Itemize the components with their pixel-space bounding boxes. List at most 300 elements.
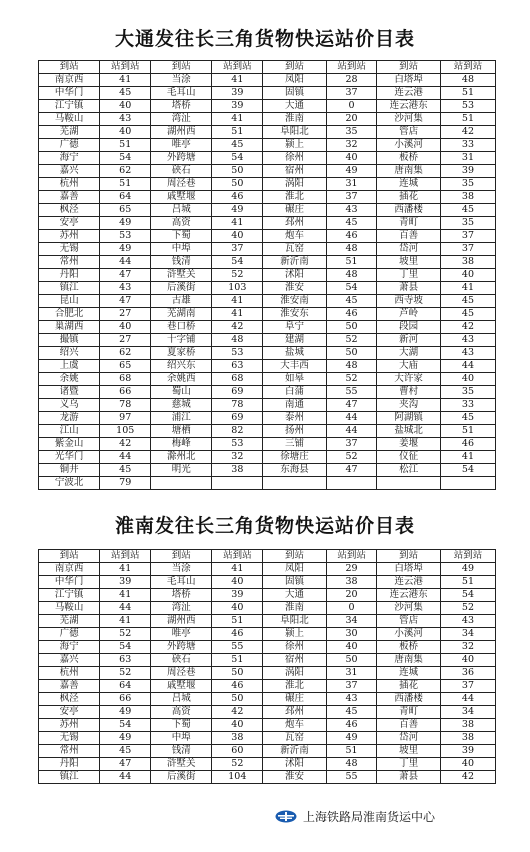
price-cell: 41 xyxy=(212,308,263,321)
price-cell: 46 xyxy=(326,719,377,732)
station-name-cell: 江山 xyxy=(39,425,100,438)
table-row xyxy=(39,308,496,321)
price-cell: 38 xyxy=(212,732,263,745)
price-cell: 40 xyxy=(100,126,151,139)
price-cell: 42 xyxy=(212,706,263,719)
station-name-cell: 南京西 xyxy=(39,563,100,576)
station-name-cell: 芜湖 xyxy=(39,615,100,628)
price-cell: 39 xyxy=(212,589,263,602)
station-name-cell: 淮南 xyxy=(263,602,326,615)
price-cell: 50 xyxy=(212,667,263,680)
price-cell: 44 xyxy=(100,451,151,464)
price-cell: 37 xyxy=(440,230,495,243)
price-cell: 44 xyxy=(100,602,151,615)
price-cell: 45 xyxy=(100,745,151,758)
column-header: 到站 xyxy=(151,550,212,563)
station-name-cell: 蜀山 xyxy=(151,386,212,399)
price-cell: 44 xyxy=(100,771,151,784)
table-row xyxy=(39,360,496,373)
station-name-cell: 阜阳北 xyxy=(263,126,326,139)
price-cell: 54 xyxy=(440,464,495,477)
price-cell: 28 xyxy=(326,74,377,87)
table-row xyxy=(39,602,496,615)
price-cell: 40 xyxy=(212,602,263,615)
column-header: 站到站 xyxy=(212,61,263,74)
price-cell: 53 xyxy=(212,347,263,360)
price-cell: 27 xyxy=(100,308,151,321)
price-cell: 41 xyxy=(100,74,151,87)
station-name-cell: 淮安南 xyxy=(263,295,326,308)
station-name-cell: 慈城 xyxy=(151,399,212,412)
table1-title: 大通发往长三角货物快运站价目表 xyxy=(114,28,415,50)
table-row xyxy=(39,576,496,589)
price-cell: 46 xyxy=(326,308,377,321)
price-cell: 52 xyxy=(100,667,151,680)
table-row xyxy=(39,464,496,477)
price-cell: 52 xyxy=(100,628,151,641)
price-cell: 20 xyxy=(326,113,377,126)
price-cell: 50 xyxy=(212,693,263,706)
station-name-cell: 余姚 xyxy=(39,373,100,386)
station-name-cell: 中埠 xyxy=(151,732,212,745)
station-name-cell: 泰州 xyxy=(263,412,326,425)
station-name-cell: 安亭 xyxy=(39,706,100,719)
table-row xyxy=(39,654,496,667)
price-cell: 66 xyxy=(100,386,151,399)
table-row xyxy=(39,745,496,758)
station-name-cell: 瓦窑 xyxy=(263,243,326,256)
price-cell: 40 xyxy=(100,321,151,334)
price-cell: 46 xyxy=(212,191,263,204)
station-name-cell: 涡阳 xyxy=(263,178,326,191)
footer-org-name: 上海铁路局淮南货运中心 xyxy=(303,809,436,824)
price-cell: 40 xyxy=(440,269,495,282)
price-cell: 43 xyxy=(100,113,151,126)
price-cell: 45 xyxy=(100,87,151,100)
station-name-cell: 淮安 xyxy=(263,282,326,295)
station-name-cell: 塘栖 xyxy=(151,425,212,438)
table-row xyxy=(39,719,496,732)
price-cell: 38 xyxy=(326,576,377,589)
price-cell: 48 xyxy=(440,74,495,87)
table-row xyxy=(39,425,496,438)
station-name-cell: 段园 xyxy=(377,321,440,334)
station-name-cell: 徐州 xyxy=(263,641,326,654)
price-cell: 46 xyxy=(440,438,495,451)
station-name-cell: 广德 xyxy=(39,139,100,152)
price-cell: 37 xyxy=(440,680,495,693)
station-name-cell: 沙河集 xyxy=(377,113,440,126)
station-name-cell: 嘉善 xyxy=(39,191,100,204)
price-cell: 40 xyxy=(440,758,495,771)
station-name-cell: 西寺坡 xyxy=(377,295,440,308)
price-cell: 44 xyxy=(440,693,495,706)
table-row xyxy=(39,269,496,282)
station-name-cell: 东海县 xyxy=(263,464,326,477)
station-name-cell: 西潘楼 xyxy=(377,693,440,706)
price-cell: 53 xyxy=(440,100,495,113)
price-cell: 45 xyxy=(440,412,495,425)
station-name-cell: 周泾巷 xyxy=(151,667,212,680)
column-header: 到站 xyxy=(263,550,326,563)
price-cell: 27 xyxy=(100,334,151,347)
price-cell: 41 xyxy=(212,295,263,308)
column-header: 站到站 xyxy=(100,61,151,74)
station-name-cell: 大湖 xyxy=(377,347,440,360)
station-name-cell: 安亭 xyxy=(39,217,100,230)
table-row xyxy=(39,438,496,451)
station-name-cell: 苏州 xyxy=(39,230,100,243)
price-cell: 54 xyxy=(326,282,377,295)
station-name-cell: 十字铺 xyxy=(151,334,212,347)
price-cell: 37 xyxy=(326,438,377,451)
station-name-cell xyxy=(263,477,326,490)
station-name-cell: 沭阳 xyxy=(263,758,326,771)
price-cell: 68 xyxy=(100,373,151,386)
station-name-cell: 江宁镇 xyxy=(39,100,100,113)
station-name-cell: 杭州 xyxy=(39,178,100,191)
station-name-cell: 盐城 xyxy=(263,347,326,360)
station-name-cell: 毛耳山 xyxy=(151,576,212,589)
station-name-cell: 镇江 xyxy=(39,771,100,784)
station-name-cell: 余姚西 xyxy=(151,373,212,386)
station-name-cell: 阜阳北 xyxy=(263,615,326,628)
price-cell: 40 xyxy=(212,576,263,589)
station-name-cell: 下蜀 xyxy=(151,719,212,732)
price-cell: 42 xyxy=(100,438,151,451)
station-name-cell: 杭州 xyxy=(39,667,100,680)
station-name-cell: 淮安东 xyxy=(263,308,326,321)
price-cell: 48 xyxy=(326,243,377,256)
price-cell: 46 xyxy=(212,680,263,693)
station-name-cell: 姜堰 xyxy=(377,438,440,451)
station-name-cell: 青町 xyxy=(377,706,440,719)
station-name-cell: 马鞍山 xyxy=(39,602,100,615)
column-header: 站到站 xyxy=(212,550,263,563)
station-name-cell: 插花 xyxy=(377,191,440,204)
price-cell: 44 xyxy=(100,256,151,269)
table-row xyxy=(39,165,496,178)
price-cell: 48 xyxy=(212,334,263,347)
station-name-cell: 吕城 xyxy=(151,204,212,217)
station-name-cell: 浒墅关 xyxy=(151,758,212,771)
station-name-cell: 湖州西 xyxy=(151,615,212,628)
station-name-cell: 新河 xyxy=(377,334,440,347)
station-name-cell: 铜井 xyxy=(39,464,100,477)
price-cell: 38 xyxy=(440,719,495,732)
price-cell: 63 xyxy=(212,360,263,373)
column-header: 站到站 xyxy=(440,61,495,74)
station-name-cell: 建湖 xyxy=(263,334,326,347)
station-name-cell: 下蜀 xyxy=(151,230,212,243)
price-cell: 39 xyxy=(212,100,263,113)
station-name-cell: 白蒲 xyxy=(263,386,326,399)
price-cell: 54 xyxy=(100,719,151,732)
price-table-huainan xyxy=(38,549,496,784)
price-cell: 41 xyxy=(212,563,263,576)
price-cell: 51 xyxy=(100,178,151,191)
price-cell: 39 xyxy=(212,87,263,100)
station-name-cell: 硖石 xyxy=(151,654,212,667)
station-name-cell: 夹沟 xyxy=(377,399,440,412)
station-name-cell: 管店 xyxy=(377,126,440,139)
station-name-cell: 周泾巷 xyxy=(151,178,212,191)
station-name-cell: 萧县 xyxy=(377,282,440,295)
station-name-cell: 阜宁 xyxy=(263,321,326,334)
price-cell: 37 xyxy=(326,191,377,204)
price-cell: 35 xyxy=(440,178,495,191)
price-cell: 33 xyxy=(440,139,495,152)
station-name-cell: 凤阳 xyxy=(263,74,326,87)
price-cell: 49 xyxy=(100,217,151,230)
station-name-cell: 宁波北 xyxy=(39,477,100,490)
station-name-cell: 浒墅关 xyxy=(151,269,212,282)
table-row xyxy=(39,693,496,706)
station-name-cell: 合肥北 xyxy=(39,308,100,321)
station-name-cell: 白塔埠 xyxy=(377,563,440,576)
price-cell: 78 xyxy=(212,399,263,412)
station-name-cell: 大许家 xyxy=(377,373,440,386)
station-name-cell: 无锡 xyxy=(39,732,100,745)
price-cell: 54 xyxy=(100,641,151,654)
price-cell: 41 xyxy=(212,217,263,230)
price-cell: 41 xyxy=(100,615,151,628)
station-name-cell: 龙游 xyxy=(39,412,100,425)
column-header: 到站 xyxy=(377,550,440,563)
price-cell: 45 xyxy=(326,217,377,230)
station-name-cell: 曹村 xyxy=(377,386,440,399)
price-cell: 40 xyxy=(440,373,495,386)
station-name-cell: 塔桥 xyxy=(151,589,212,602)
station-name-cell: 管店 xyxy=(377,615,440,628)
price-cell: 54 xyxy=(100,152,151,165)
table-row xyxy=(39,477,496,490)
table-row xyxy=(39,282,496,295)
price-cell: 51 xyxy=(326,256,377,269)
price-cell: 45 xyxy=(212,139,263,152)
price-cell: 33 xyxy=(440,399,495,412)
station-name-cell: 百善 xyxy=(377,719,440,732)
price-cell: 49 xyxy=(100,732,151,745)
table-row xyxy=(39,74,496,87)
station-name-cell xyxy=(377,477,440,490)
price-cell: 52 xyxy=(326,334,377,347)
price-cell: 54 xyxy=(212,152,263,165)
price-cell: 64 xyxy=(100,191,151,204)
station-name-cell: 硖石 xyxy=(151,165,212,178)
price-cell: 62 xyxy=(100,347,151,360)
price-cell: 69 xyxy=(212,412,263,425)
price-cell: 49 xyxy=(326,165,377,178)
price-cell: 48 xyxy=(326,269,377,282)
station-name-cell: 萧县 xyxy=(377,771,440,784)
station-name-cell: 盐城北 xyxy=(377,425,440,438)
station-name-cell: 颍上 xyxy=(263,628,326,641)
price-cell: 38 xyxy=(440,732,495,745)
column-header: 站到站 xyxy=(440,550,495,563)
table-header-row xyxy=(39,550,496,563)
price-cell: 43 xyxy=(440,334,495,347)
station-name-cell: 阿湖镇 xyxy=(377,412,440,425)
station-name-cell: 吕城 xyxy=(151,693,212,706)
station-name-cell: 连云港东 xyxy=(377,100,440,113)
price-cell: 48 xyxy=(326,360,377,373)
price-cell: 45 xyxy=(100,464,151,477)
station-name-cell: 镇江 xyxy=(39,282,100,295)
column-header: 站到站 xyxy=(100,550,151,563)
price-cell: 47 xyxy=(100,758,151,771)
station-name-cell: 湖州西 xyxy=(151,126,212,139)
price-cell: 64 xyxy=(100,680,151,693)
station-name-cell: 瓦窑 xyxy=(263,732,326,745)
station-name-cell: 白塔埠 xyxy=(377,74,440,87)
price-cell: 69 xyxy=(212,386,263,399)
price-cell: 45 xyxy=(326,706,377,719)
station-name-cell: 芦岭 xyxy=(377,308,440,321)
price-cell: 43 xyxy=(326,204,377,217)
table-row xyxy=(39,295,496,308)
table-row xyxy=(39,641,496,654)
station-name-cell: 涡阳 xyxy=(263,667,326,680)
price-cell: 42 xyxy=(440,321,495,334)
station-name-cell xyxy=(151,477,212,490)
price-cell: 40 xyxy=(326,641,377,654)
station-name-cell: 诸暨 xyxy=(39,386,100,399)
price-cell: 51 xyxy=(440,87,495,100)
price-cell: 52 xyxy=(440,602,495,615)
station-name-cell: 凤阳 xyxy=(263,563,326,576)
price-cell: 36 xyxy=(440,667,495,680)
station-name-cell: 绍兴东 xyxy=(151,360,212,373)
table-row xyxy=(39,243,496,256)
price-cell: 39 xyxy=(440,745,495,758)
station-name-cell: 新沂南 xyxy=(263,745,326,758)
station-name-cell: 滁州北 xyxy=(151,451,212,464)
price-cell: 51 xyxy=(440,425,495,438)
station-name-cell: 炮车 xyxy=(263,230,326,243)
price-cell: 51 xyxy=(440,576,495,589)
station-name-cell: 巢湖西 xyxy=(39,321,100,334)
station-name-cell: 嘉兴 xyxy=(39,654,100,667)
price-cell: 37 xyxy=(326,680,377,693)
price-cell: 105 xyxy=(100,425,151,438)
price-cell: 46 xyxy=(326,230,377,243)
table-row xyxy=(39,412,496,425)
price-cell: 50 xyxy=(326,321,377,334)
price-cell: 40 xyxy=(440,654,495,667)
table-row xyxy=(39,399,496,412)
station-name-cell: 高资 xyxy=(151,217,212,230)
table-row xyxy=(39,680,496,693)
price-cell: 0 xyxy=(326,100,377,113)
station-name-cell: 徐塘庄 xyxy=(263,451,326,464)
price-cell: 51 xyxy=(212,615,263,628)
station-name-cell: 丁里 xyxy=(377,269,440,282)
price-cell: 45 xyxy=(440,204,495,217)
table-row xyxy=(39,373,496,386)
price-cell: 47 xyxy=(100,295,151,308)
station-name-cell: 江宁镇 xyxy=(39,589,100,602)
station-name-cell: 邳州 xyxy=(263,706,326,719)
price-cell: 31 xyxy=(440,152,495,165)
station-name-cell: 中华门 xyxy=(39,87,100,100)
price-cell: 40 xyxy=(326,152,377,165)
price-cell: 50 xyxy=(326,347,377,360)
price-cell: 42 xyxy=(440,126,495,139)
table-row xyxy=(39,139,496,152)
table-row xyxy=(39,87,496,100)
station-name-cell: 湾沚 xyxy=(151,113,212,126)
station-name-cell: 中华门 xyxy=(39,576,100,589)
station-name-cell: 苏州 xyxy=(39,719,100,732)
price-cell: 54 xyxy=(440,589,495,602)
price-cell: 40 xyxy=(100,100,151,113)
station-name-cell: 马鞍山 xyxy=(39,113,100,126)
price-cell: 52 xyxy=(212,269,263,282)
railway-logo-icon xyxy=(275,810,297,823)
price-cell: 0 xyxy=(326,602,377,615)
station-name-cell: 绍兴 xyxy=(39,347,100,360)
price-cell: 46 xyxy=(212,628,263,641)
station-name-cell: 如皋 xyxy=(263,373,326,386)
station-name-cell: 小溪河 xyxy=(377,139,440,152)
station-name-cell: 颍上 xyxy=(263,139,326,152)
station-name-cell: 扬州 xyxy=(263,425,326,438)
table-row xyxy=(39,191,496,204)
station-name-cell: 丁里 xyxy=(377,758,440,771)
price-cell: 37 xyxy=(440,243,495,256)
price-cell: 97 xyxy=(100,412,151,425)
price-cell: 66 xyxy=(100,693,151,706)
table-row xyxy=(39,334,496,347)
station-name-cell: 唐南集 xyxy=(377,654,440,667)
station-name-cell: 西潘楼 xyxy=(377,204,440,217)
price-cell: 44 xyxy=(326,412,377,425)
station-name-cell: 钱清 xyxy=(151,745,212,758)
table2-title: 淮南发往长三角货物快运站价目表 xyxy=(114,515,415,537)
price-cell: 41 xyxy=(440,451,495,464)
price-cell: 52 xyxy=(326,373,377,386)
station-name-cell: 碾庄 xyxy=(263,693,326,706)
price-cell: 55 xyxy=(326,386,377,399)
price-cell: 51 xyxy=(212,654,263,667)
station-name-cell: 大通 xyxy=(263,100,326,113)
price-cell: 38 xyxy=(212,464,263,477)
price-cell xyxy=(212,477,263,490)
station-name-cell: 枫泾 xyxy=(39,204,100,217)
price-cell: 103 xyxy=(212,282,263,295)
price-cell: 49 xyxy=(212,204,263,217)
station-name-cell: 坡里 xyxy=(377,256,440,269)
station-name-cell: 大丰西 xyxy=(263,360,326,373)
station-name-cell: 浦江 xyxy=(151,412,212,425)
price-cell: 31 xyxy=(326,178,377,191)
table-row xyxy=(39,100,496,113)
price-cell: 38 xyxy=(440,256,495,269)
station-name-cell: 连云港 xyxy=(377,87,440,100)
price-cell: 52 xyxy=(326,451,377,464)
station-name-cell: 百善 xyxy=(377,230,440,243)
price-cell: 34 xyxy=(440,706,495,719)
price-cell: 43 xyxy=(440,347,495,360)
column-header: 到站 xyxy=(39,61,100,74)
price-cell: 42 xyxy=(212,321,263,334)
table-row xyxy=(39,615,496,628)
price-cell: 78 xyxy=(100,399,151,412)
station-name-cell: 连城 xyxy=(377,178,440,191)
station-name-cell: 外跨塘 xyxy=(151,641,212,654)
price-cell: 43 xyxy=(440,615,495,628)
